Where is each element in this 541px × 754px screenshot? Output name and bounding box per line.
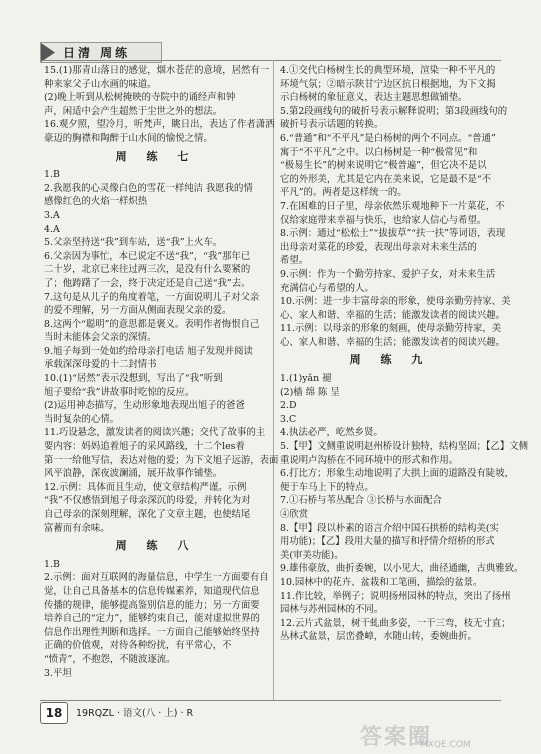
section-heading: 周 练 七 [115, 149, 197, 163]
answer-line: 觉，让自己具备基本的信息传媒素养，知道现代信息 [44, 585, 260, 597]
answer-line: 8.【甲】段以朴素的语言介绍中国石拱桥的结构美(实 [280, 522, 499, 534]
answer-line: 11.示例：以母亲的形象的刻画，使母亲勤劳持家，美 [280, 323, 502, 335]
answer-line: 5.父亲坚持送“我”到车站，送“我”上火车。 [44, 237, 223, 249]
answer-line: (2)樯 绵 陈 呈 [280, 386, 340, 398]
answer-line: 5.【甲】文侧重说明赵州桥设计独特，结构坚固；【乙】文侧 [280, 441, 529, 453]
answer-line: 7.在困难的日子里，母亲依然乐观地种下一片菜花，不 [280, 200, 505, 212]
answer-line: 当时未能体会父亲的深情。 [44, 332, 157, 344]
answer-line: 出母亲对菜花的珍爱，表现出母亲对未来生活的 [280, 241, 477, 253]
answer-line: 富蓄而有余味。 [44, 522, 110, 534]
answer-line: 园林与苏州园林的不同。 [280, 604, 384, 616]
answer-line: 4.A [44, 223, 60, 235]
answer-line: 第一一给他写信，表达对他的爱；为下文旭子远游，表面 [44, 454, 279, 466]
answer-line: 正确的价值观，对待各种纷扰，有平常心，不 [44, 640, 232, 652]
answer-line: 种来家父子山水画的味道。 [44, 78, 157, 90]
answer-line: 4.①交代白杨树生长的典型环境，渲染一种不平凡的 [280, 65, 496, 76]
book-code: 19RQZL · 语文(八 · 上) · R [76, 708, 194, 719]
answer-line: 3.平坦 [44, 667, 72, 679]
answer-line: 旭子要给“我”讲故事时吃惊的反应。 [44, 386, 195, 398]
answer-line: 美(审美功能)。 [280, 549, 344, 561]
column-divider [273, 60, 274, 700]
answer-line: 5.第2段画线句的破折号表示解释说明；第3段画线句的 [280, 105, 508, 117]
answer-line: 2.D [280, 400, 297, 412]
answer-line: 寓于“不平凡”之中。以白杨树是一种“极常见”和 [280, 146, 478, 158]
answer-line: 用功能)；【乙】段用大量的描写和抒情介绍桥的形式 [280, 536, 495, 548]
answer-line: 9.旭子每到一处如约给母亲打电话 旭子发现并阅读 [44, 345, 253, 357]
answer-line: 示白杨树的象征意义，表达主题思想做铺垫。 [280, 92, 468, 104]
answer-line: 6.“普通”和“不平凡”是白杨树的两个不同点。“普通” [280, 132, 496, 144]
answer-line: 便于车马上下的特点。 [280, 481, 374, 493]
answer-line: (2)晚上听到从松树掩映的寺院中的诵经声和钟 [44, 92, 236, 104]
answer-line: 声，闲适中会产生超然于尘世之外的想法。 [44, 105, 223, 117]
answer-line: 传播的规律，能够提高鉴别信息的能力；另一方面要 [44, 599, 260, 611]
answer-line: 的爱不理解，另一方面从侧面表现父亲的爱。 [44, 305, 232, 317]
answer-line: 环境气氛；②暗示陕甘宁边区抗日根据地，为下文揭 [280, 78, 496, 90]
answer-line: 12.示例：具体而且生动，使文章结构严谨。示例 [44, 481, 247, 493]
answer-line: 平凡”的。两者是这样统一的。 [280, 187, 407, 199]
answer-line: 了；他踌躇了一会，终于决定还是自己送“我”去。 [44, 277, 251, 289]
answer-line: 当时复杂的心情。 [44, 413, 120, 425]
section-heading: 周 练 八 [115, 539, 197, 553]
answer-line: 豪迈的胸襟和陶醉于山水间的愉悦之情。 [44, 132, 213, 144]
answer-line: 8.示例：通过“松松土”“拔拔草”“扶一扶”等词语，表现 [280, 228, 506, 240]
answer-line: 承载深深母爱的十二封情书 [44, 359, 157, 371]
answer-line: 感像红色的火焰一样炽热 [44, 196, 148, 208]
answer-line: 2.示例：面对互联网的海量信息，中学生一方面要有自 [44, 572, 269, 584]
watermark-url: MXQE.COM [420, 740, 471, 750]
answer-line: 心、家人和谐、幸福的生活；能激发读者的阅读兴趣。 [280, 336, 506, 348]
answer-line: 要内容：妈妈追着旭子的采风路线，十二个les着 [44, 441, 245, 453]
answer-line: 12.云片式盆景，树干虬曲多姿，一干三弯，枝无寸直； [280, 617, 511, 629]
section-heading: 周 练 九 [349, 353, 431, 367]
answer-line: 信息作出理性判断和选择。一方面自己能够始终坚持 [44, 626, 260, 638]
answer-line: 心、家人和谐、幸福的生活；能激发读者的阅读兴趣。 [280, 309, 506, 321]
answer-line: ④欣赏 [280, 509, 309, 520]
footer-rule [40, 700, 501, 701]
answer-line: 丛林式盆景，层峦叠嶂，水随山转，委婉曲折。 [280, 631, 477, 643]
answer-line: “极易生长”的树来说明它“极普遍”，但它决不是以 [280, 160, 487, 172]
answer-line: 自己母亲的深刻理解，深化了文章主题，也使结尾 [44, 509, 251, 520]
answer-line: 4.执法必严，屹然乡贤。 [280, 427, 383, 439]
answer-line: “我”不仅感悟到旭子母亲深沉的母爱，并转化为对 [44, 495, 251, 507]
answer-line: 11.巧设悬念，激发读者的阅读兴趣；交代了故事的主 [44, 427, 266, 439]
answer-line: 它的外形美，尤其是它内在美来说，它是最不是“不 [280, 173, 492, 185]
answer-line: 1.B [44, 558, 60, 570]
page-number: 18 [40, 702, 68, 724]
answer-line: 风平浪静，深夜波澜涌，展开故事作铺垫。 [44, 468, 223, 480]
answer-line: 培养自己的“定力”，能够约束自己，能对虚拟世界的 [44, 613, 260, 625]
answer-line: 6.打比方；形象生动地说明了大拱上面的道路没有陡坡， [280, 468, 514, 480]
answer-line: 11.作比较，举例子；说明扬州园林的特点，突出了扬州 [280, 590, 511, 602]
answer-line: 7.这句是从儿子的角度着笔，一方面说明儿子对父亲 [44, 291, 260, 303]
answer-line: 6.父亲因为事忙，本已说定不送“我”，“我”那年已 [44, 250, 251, 262]
answer-line: 破折号表示话题的转换。 [280, 119, 384, 131]
answer-line: 10.示例：进一步丰富母亲的形象，使母亲勤劳持家、美 [280, 296, 511, 308]
answer-line: 仅给家庭带来幸福与快乐，也给家人信心与希望。 [280, 214, 487, 226]
answer-line: 充满信心与希望的人。 [280, 282, 374, 294]
left-column [44, 64, 279, 680]
answer-line: 8.这两个“聪明”的意思都是褒义。表明作者悔恨自己 [44, 318, 260, 330]
answer-line: 3.A [44, 209, 60, 221]
answer-line: 16.观夕照，望冷月，听梵声，眺日出，表达了作者潇洒 [44, 119, 275, 131]
answer-line: 二十岁，北京已来往过两三次，是没有什么要紧的 [44, 264, 251, 276]
answer-line: 10.园林中的花卉、盆栽和工笔画，描绘的盆景。 [280, 576, 483, 588]
answer-line: 9.雄伟豪放，曲折委婉，以小见大，曲径通幽，古典雅致。 [280, 563, 524, 575]
answer-line: “愤青”，不抱怨，不随波逐流。 [44, 653, 176, 665]
answer-line: 10.(1)“居然”表示没想到，写出了“我”听到 [44, 373, 223, 385]
answer-line: 2.我愿我的心灵像白色的雪花一样纯洁 我愿我的情 [44, 182, 253, 194]
answer-line: 重说明卢沟桥在不同环境中的形式和作用。 [280, 454, 459, 466]
answer-line: 1.(1)yǎn 褪 [280, 373, 332, 385]
right-column [280, 64, 529, 644]
header-title: 日清 周练 [63, 46, 131, 60]
answer-line: 希望。 [280, 255, 309, 267]
answer-line: 3.C [280, 413, 297, 425]
answer-line: 9.示例：作为一个勤劳持家、爱护子女，对未来生活 [280, 268, 496, 280]
top-rule [40, 60, 501, 61]
answer-line: (2)运用神态描写，生动形象地表现出旭子的爸爸 [44, 400, 245, 412]
answer-line: 1.B [44, 169, 60, 181]
answer-line: 15.(1)那青山落日的感觉，烟水苍茫的意境，居然有一 [44, 65, 270, 76]
answer-line: 7.①石桥与苇丛配合 ③长桥与水面配合 [280, 495, 442, 507]
watermark-logo: 答案圈 [360, 725, 433, 750]
